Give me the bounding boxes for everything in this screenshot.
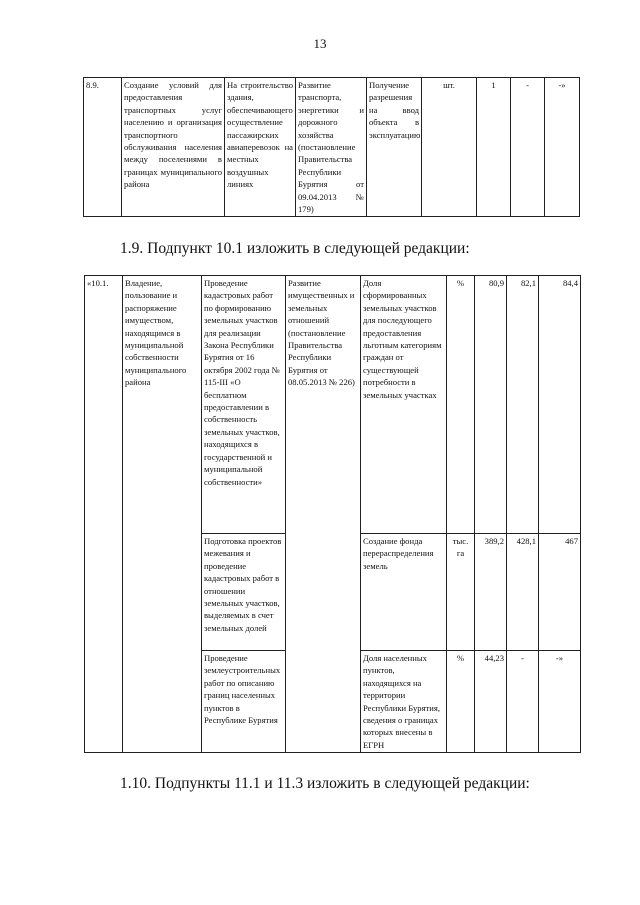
value-cell: -» <box>545 78 580 217</box>
program-cell: Развитие транспорта, энергетики и дорожного хозяйства (постановление Правительства Республики Бурятия от 09.04.2013 № 179) <box>296 78 367 217</box>
row-number: 8.9. <box>84 78 122 217</box>
value-cell: - <box>511 78 545 217</box>
section-heading-1-10: 1.10. Подпункты 11.1 и 11.3 изложить в следующей редакции: <box>120 775 530 792</box>
table-row <box>84 78 580 217</box>
value-cell: 82,1 <box>507 276 539 534</box>
value-cell: - <box>507 651 539 753</box>
indicator-cell: Доля сформированных земельных участков для последующего предоставления льготным категориям граждан от существующей потребности в земельных участках <box>361 276 447 534</box>
event-cell: Создание условий для предоставления транспортных услуг населению и организация транспортного обслуживания населения между поселениями в границах муниципального района <box>122 78 225 217</box>
value-cell: 428,1 <box>507 534 539 651</box>
value-cell: 389,2 <box>475 534 507 651</box>
table-subpoint-10-1 <box>84 275 581 753</box>
row-number: «10.1. <box>85 276 123 753</box>
measure-cell: На строительство здания, обеспечивающего осуществление пассажирских авиаперевозок на местных воздушных линиях <box>225 78 296 217</box>
program-cell: Развитие имущественных и земельных отношений (постановление Правительства Республики Бурятия от 08.05.2013 № 226) <box>286 276 361 753</box>
measure-cell: Проведение кадастровых работ по формированию земельных участков для реализации Закона Республики Бурятия от 16 октября 2002 года № 115-III «О бесплатном предоставлении в собственность земельных участков, находящихся в государственной и муниципальной собственности» <box>202 276 286 534</box>
value-cell: -» <box>539 651 581 753</box>
unit-cell: тыс. га <box>447 534 475 651</box>
unit-cell: шт. <box>422 78 477 217</box>
indicator-cell: Создание фонда перераспределения земель <box>361 534 447 651</box>
indicator-cell: Получение разрешения на ввод объекта в эксплуатацию <box>367 78 422 217</box>
value-cell: 1 <box>477 78 511 217</box>
table-row <box>85 276 581 534</box>
value-cell: 44,23 <box>475 651 507 753</box>
measure-cell: Проведение землеустроительных работ по описанию границ населенных пунктов в Республике Бурятия <box>202 651 286 753</box>
value-cell: 467 <box>539 534 581 651</box>
value-cell: 84,4 <box>539 276 581 534</box>
page-number: 13 <box>313 36 327 51</box>
indicator-cell: Доля населенных пунктов, находящихся на территории Республики Бурятия, сведения о границах которых внесены в ЕГРН <box>361 651 447 753</box>
measure-cell: Подготовка проектов межевания и проведение кадастровых работ в отношении земельных участков, выделяемых в счет земельных долей <box>202 534 286 651</box>
table-subpoint-8-9 <box>83 77 580 217</box>
section-heading-1-9: 1.9. Подпункт 10.1 изложить в следующей редакции: <box>120 240 470 257</box>
unit-cell: % <box>447 651 475 753</box>
event-cell: Владение, пользование и распоряжение имуществом, находящимся в муниципальной собственности муниципального района <box>123 276 202 753</box>
unit-cell: % <box>447 276 475 534</box>
value-cell: 80,9 <box>475 276 507 534</box>
